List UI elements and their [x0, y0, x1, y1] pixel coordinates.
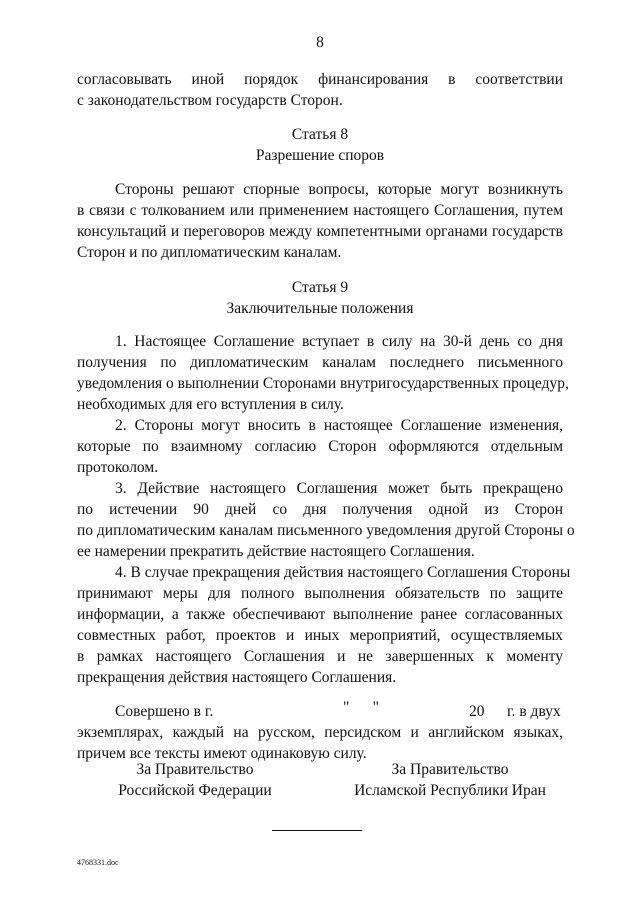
done-line-2: экземплярах, каждый на русском, персидском и английском языках, [77, 724, 563, 741]
article-9-p4-line: в рамках настоящего Соглашения и не завершенных к моменту [77, 648, 563, 665]
done-quotes: " " [343, 699, 379, 716]
done-year: 20 [469, 703, 485, 720]
article-9-p4-line: информации, а также обеспечивают выполнение ранее согласованных [77, 606, 563, 623]
article-9-p1-line: необходимых для его вступления в силу. [77, 396, 344, 413]
separator-rule [272, 830, 362, 831]
article-9-p3-line: по дипломатическим каналам письменного уведомления другой Стороны о [77, 522, 575, 539]
signature-left-line-1: За Правительство [136, 761, 254, 778]
article-9-p4-line: 4. В случае прекращения действия настоящего Соглашения Стороны [115, 564, 571, 581]
article-8-line: Сторон и по дипломатическим каналам. [77, 244, 342, 261]
done-suffix: г. в двух [507, 703, 561, 720]
article-9-p4-line: прекращения действия настоящего Соглашения. [77, 669, 397, 686]
article-9-p4-line: совместных работ, проектов и иных мероприятий, осуществляемых [77, 627, 563, 644]
article-9-title: Заключительные положения [226, 300, 414, 317]
article-8-line: в связи с толкованием или применением настоящего Соглашения, путем [77, 202, 563, 219]
signature-right-line-1: За Правительство [391, 761, 509, 778]
article-9-number: Статья 9 [291, 279, 349, 296]
footer-doc-code: 4768331.doc [77, 858, 119, 867]
article-8-line: Стороны решают спорные вопросы, которые могут возникнуть [115, 181, 563, 198]
article-9-p1-line: уведомления о выполнении Сторонами внутригосударственных процедур, [77, 375, 569, 392]
article-8-number: Статья 8 [291, 126, 349, 143]
article-9-p1-line: 1. Настоящее Соглашение вступает в силу на 30-й день со дня [115, 333, 563, 350]
article-8-title: Разрешение споров [255, 147, 385, 164]
article-8-line: консультаций и переговоров между компетентными органами государств [77, 223, 563, 240]
article-9-p2-line: протоколом. [77, 459, 159, 476]
page-number: 8 [316, 34, 324, 51]
signature-right-line-2: Исламской Республики Иран [354, 782, 546, 799]
article-9-p4-line: принимают меры для полного выполнения обязательств по защите [77, 585, 563, 602]
article-9-p2-line: 2. Стороны могут вносить в настоящее Соглашение изменения, [115, 417, 563, 434]
intro-line-1: согласовывать иной порядок финансирования в соответствии [77, 71, 563, 88]
done-line-3: причем все тексты имеют одинаковую силу. [77, 745, 367, 762]
intro-line-2: с законодательством государств Сторон. [77, 92, 343, 109]
article-9-p2-line: которые по взаимному согласию Сторон оформляются отдельным [77, 438, 563, 455]
article-9-p3-line: 3. Действие настоящего Соглашения может быть прекращено [115, 480, 563, 497]
signature-left-line-2: Российской Федерации [118, 782, 272, 799]
article-9-p1-line: получения по дипломатическим каналам последнего письменного [77, 354, 563, 371]
article-9-p3-line: по истечении 90 дней со дня получения одной из Сторон [77, 501, 563, 518]
article-9-p3-line: ее намерении прекратить действие настоящего Соглашения. [77, 543, 475, 560]
done-label: Совершено в г. [115, 703, 214, 720]
